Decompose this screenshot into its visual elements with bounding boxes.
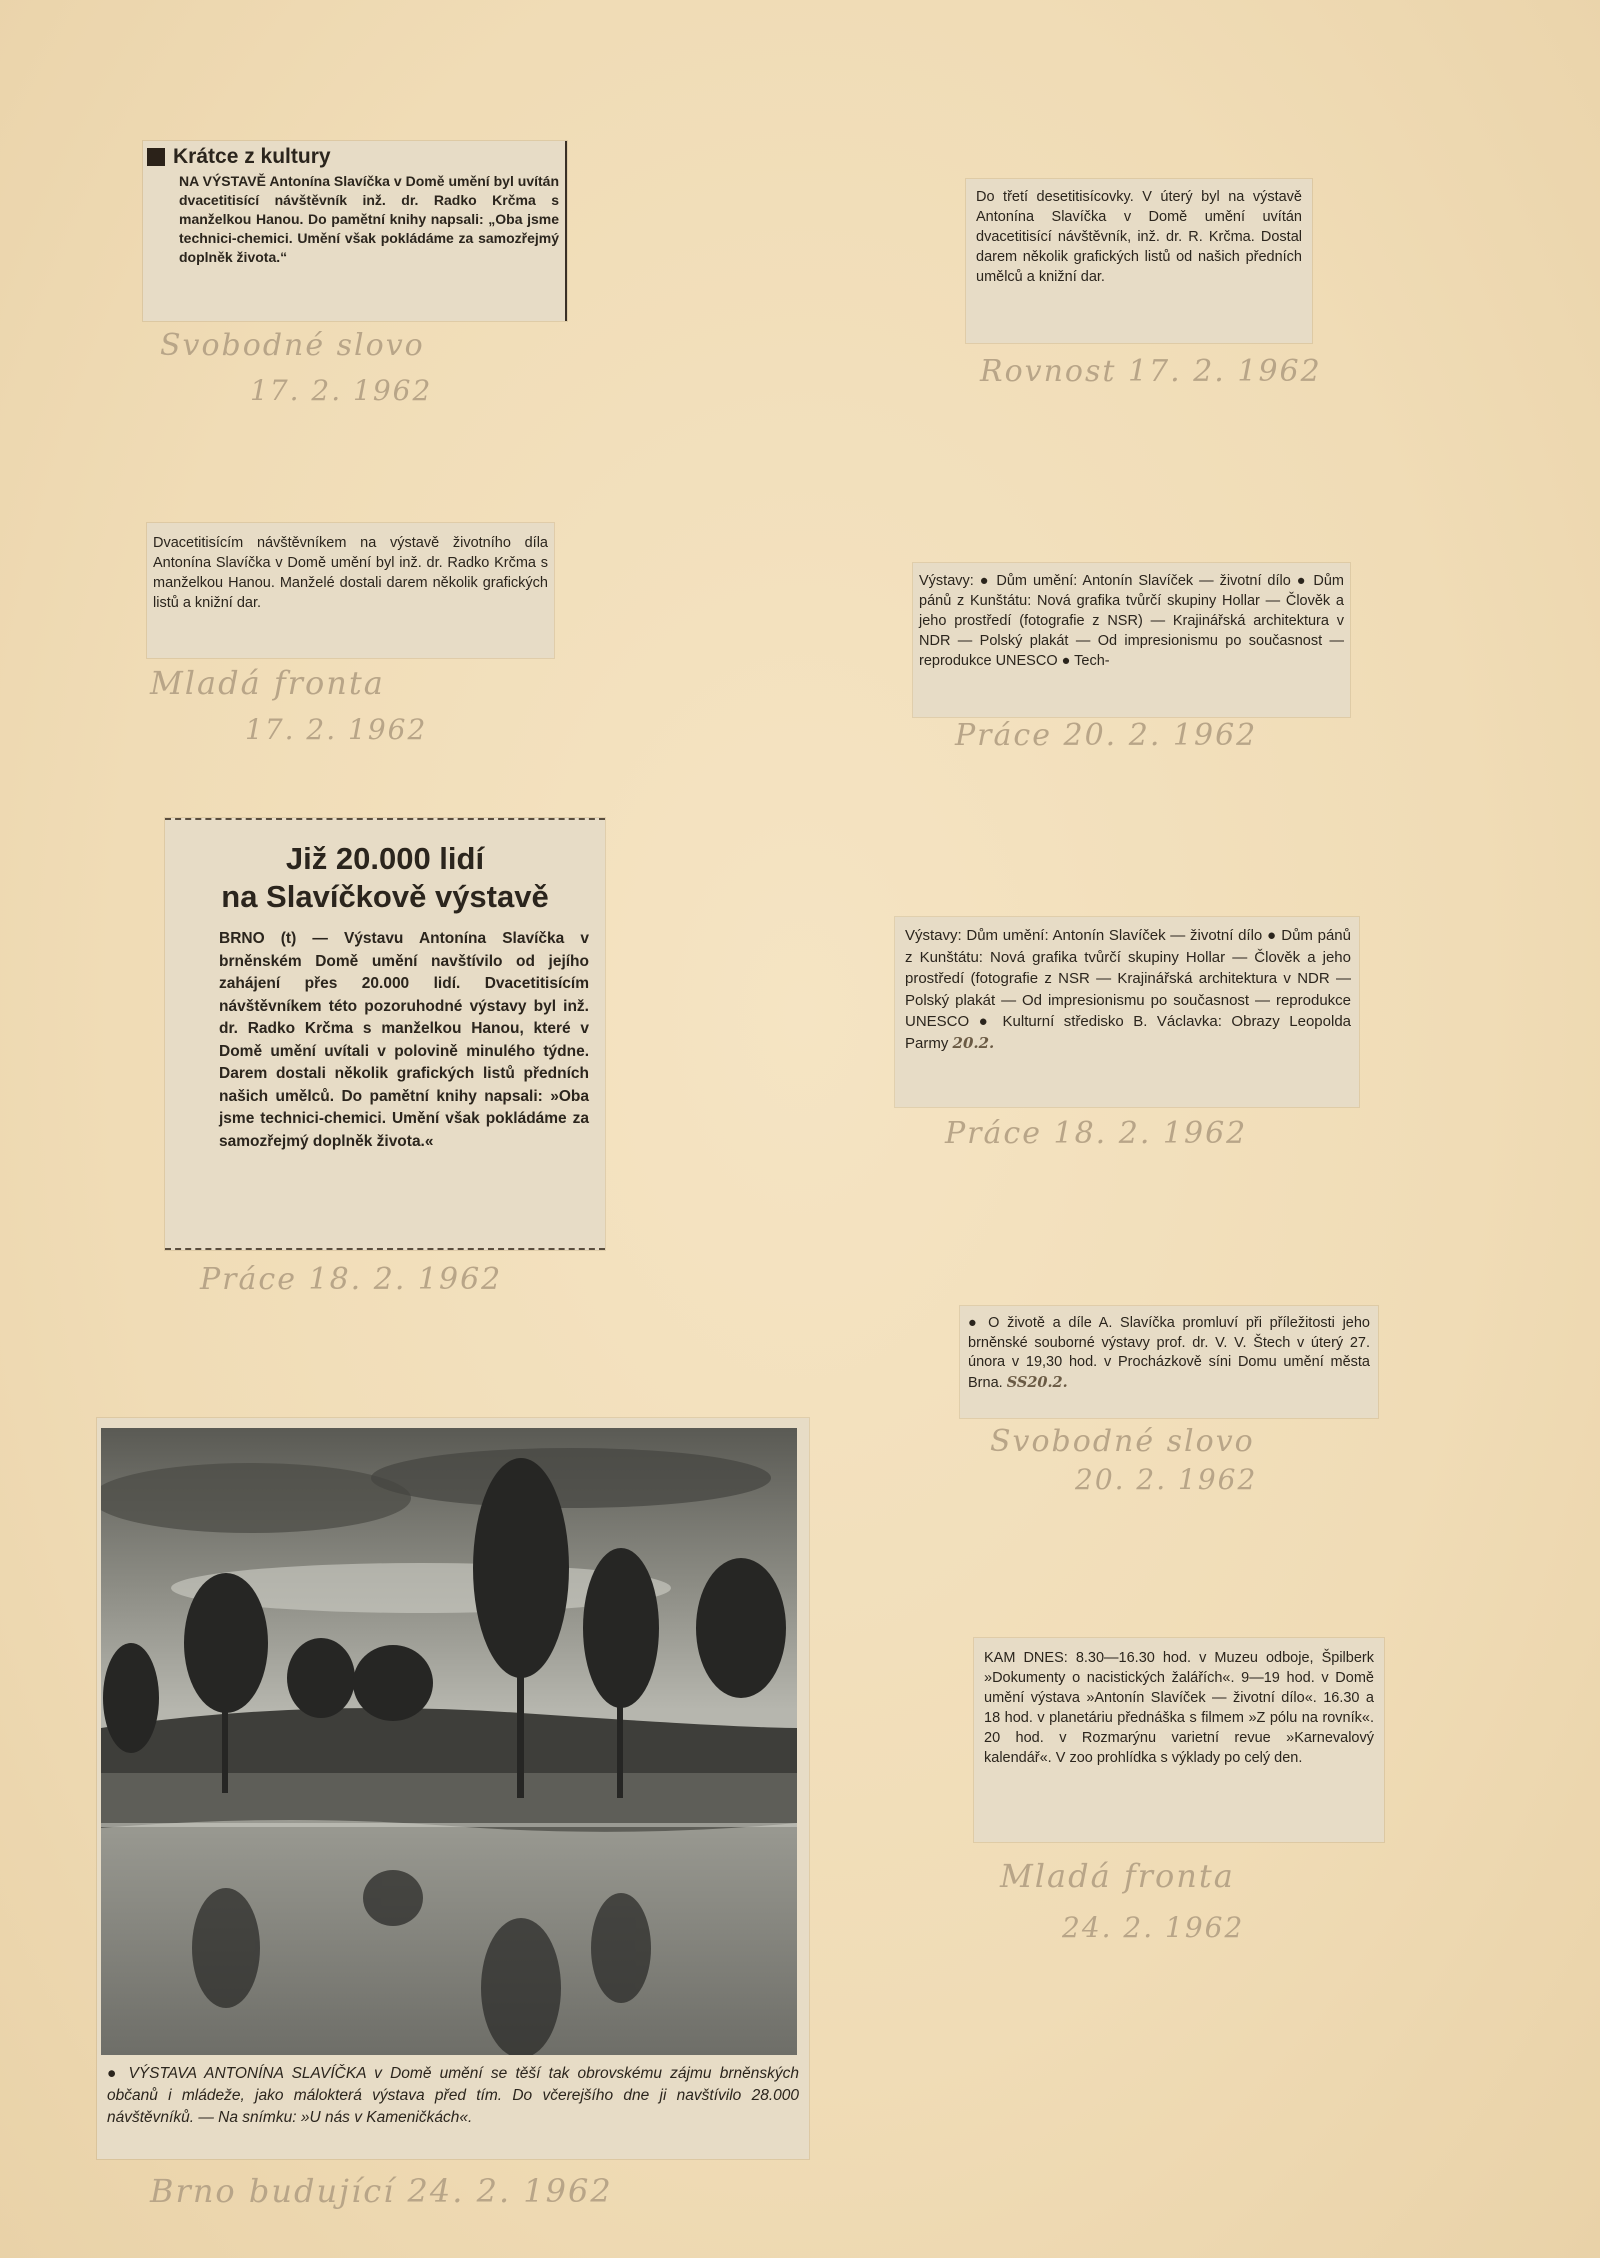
landscape-painting-image bbox=[101, 1428, 797, 2055]
handwritten-date: 17. 2. 1962 bbox=[245, 713, 428, 746]
headline bbox=[181, 840, 589, 916]
painting-reproduction-image bbox=[101, 1428, 797, 2055]
handwritten-date: 17. 2. 1962 bbox=[250, 374, 433, 407]
clipping-kratce-z-kultury bbox=[143, 141, 567, 321]
heading-text: Krátce z kultury bbox=[173, 145, 331, 168]
handwritten-note: Práce 20. 2. 1962 bbox=[955, 718, 1258, 753]
clipping-heading bbox=[147, 145, 559, 169]
clipping-text: Do třetí desetitisícovky. V úterý byl na výstavě Antonína Slavíčka v Domě umění uvítán dvacetitisící návštěvník, inž. dr. R. Krčma. Dostal darem několik grafických listů od našich předních umělců a knižní dar. bbox=[976, 189, 1302, 285]
clipping-o-zivote-a-dile bbox=[960, 1306, 1378, 1418]
clipping-jiz-20000-lidi bbox=[165, 818, 605, 1250]
clipping-text bbox=[968, 1314, 1370, 1393]
handwritten-date: 24. 2. 1962 bbox=[1062, 1911, 1245, 1944]
ink-date: SS20.2. bbox=[1006, 1373, 1068, 1391]
clipping-kam-dnes bbox=[974, 1638, 1384, 1842]
clipping-do-treti-desetitisicovky bbox=[966, 179, 1312, 343]
clipping-vystavy-prace-18 bbox=[895, 917, 1359, 1107]
clipping-dvacetitisicim-navstevnikem bbox=[147, 523, 554, 658]
clipping-text bbox=[905, 925, 1351, 1054]
headline-line-2: na Slavíčkově výstavě bbox=[221, 879, 549, 914]
handwritten-source: Svobodné slovo bbox=[990, 1424, 1255, 1459]
headline-line-1: Již 20.000 lidí bbox=[285, 841, 485, 876]
clipping-text: KAM DNES: 8.30—16.30 hod. v Muzeu odboje, Špilberk »Dokumenty o nacistických žalářích«. 9—19 hod. v Domě umění výstava »Antonín Slavíček — životní dílo«. 16.30 a 18 hod. v planetáriu přednáška s filmem »Z pólu na rovník«. 20 hod. v Rozmarýnu varietní revue »Karnevalový kalendář«. V zoo prohlídka s výklady po celý den. bbox=[984, 1650, 1374, 1766]
clipping-vystavy-prace-20 bbox=[913, 563, 1350, 717]
clipping-body: ● O životě a díle A. Slavíčka promluví při příležitosti jeho brněnské souborné výstavy prof. dr. V. V. Štech v úterý 27. února v 19,30 hod. v Procházkově síni Domu umění města Brna. bbox=[968, 1315, 1370, 1391]
clipping-photo-u-nas-v-kamenickach bbox=[97, 1418, 809, 2159]
clipping-text: Výstavy: ● Dům umění: Antonín Slavíček — životní dílo ● Dům pánů z Kunštátu: Nová grafika tvůrčí skupiny Hollar — Člověk a jeho prostředí (fotografie z NSR) — Krajinářská architektura v NDR — Polský plakát — Od impresionismu po současnost — reprodukce UNESCO ● Tech- bbox=[919, 573, 1344, 669]
clipping-body: Výstavy: Dům umění: Antonín Slavíček — životní dílo ● Dům pánů z Kunštátu: Nová grafika tvůrčí skupiny Hollar — Člověk a jeho prostředí (fotografie z NSR — Krajinářská architektura v NDR — Polský plakát — Od impresionismu po současnost — reprodukce UNESCO ● Kulturní středisko B. Václavka: Obrazy Leopolda Parmy bbox=[905, 927, 1351, 1052]
clipping-text: BRNO (t) — Výstavu Antonína Slavíčka v brněnském Domě umění navštívilo od jejího zahájení přes 20.000 lidí. Dvacetitisícím návštěvníkem této pozoruhodné výstavy byl inž. dr. Radko Krčma s manželkou Hanou, které v Domě umění uvítali v polovině minulého týdne. Darem dostali několik grafických listů předních našich umělců. Do pamětní knihy napsali: »Oba jsme technici-chemici. Umění však pokládáme za samozřejmý doplněk života.« bbox=[219, 930, 589, 1150]
handwritten-source: Svobodné slovo bbox=[160, 328, 425, 363]
ink-date: 20.2. bbox=[952, 1033, 995, 1052]
handwritten-note: Brno budující 24. 2. 1962 bbox=[150, 2172, 613, 2210]
clipping-text: NA VÝSTAVĚ Antonína Slavíčka v Domě umění byl uvítán dvacetitisící návštěvník inž. dr. Radko Krčma s manželkou Hanou. Do pamětní knihy napsali: „Oba jsme technici-chemici. Umění však pokládáme za samozřejmý doplněk života.“ bbox=[179, 173, 559, 265]
handwritten-note: Rovnost 17. 2. 1962 bbox=[980, 354, 1322, 389]
handwritten-date: 20. 2. 1962 bbox=[1075, 1463, 1258, 1496]
photo-caption: ● VÝSTAVA ANTONÍNA SLAVÍČKA v Domě umění se těší tak obrovskému zájmu brněnských občanů i mládeže, jako málokterá výstava před tím. Do včerejšího dne ji navštívilo 28.000 návštěvníků. — Na snímku: »U nás v Kameničkách«. bbox=[107, 2065, 799, 2126]
handwritten-note: Práce 18. 2. 1962 bbox=[945, 1116, 1248, 1151]
clipping-text: Dvacetitisícím návštěvníkem na výstavě životního díla Antonína Slavíčka v Domě umění byl inž. dr. Radko Krčma s manželkou Hanou. Manželé dostali darem několik grafických listů a knižní dar. bbox=[153, 535, 548, 611]
handwritten-source: Mladá fronta bbox=[1000, 1857, 1235, 1895]
handwritten-source: Mladá fronta bbox=[150, 664, 385, 702]
handwritten-note: Práce 18. 2. 1962 bbox=[200, 1262, 503, 1297]
square-bullet-icon bbox=[147, 148, 165, 166]
